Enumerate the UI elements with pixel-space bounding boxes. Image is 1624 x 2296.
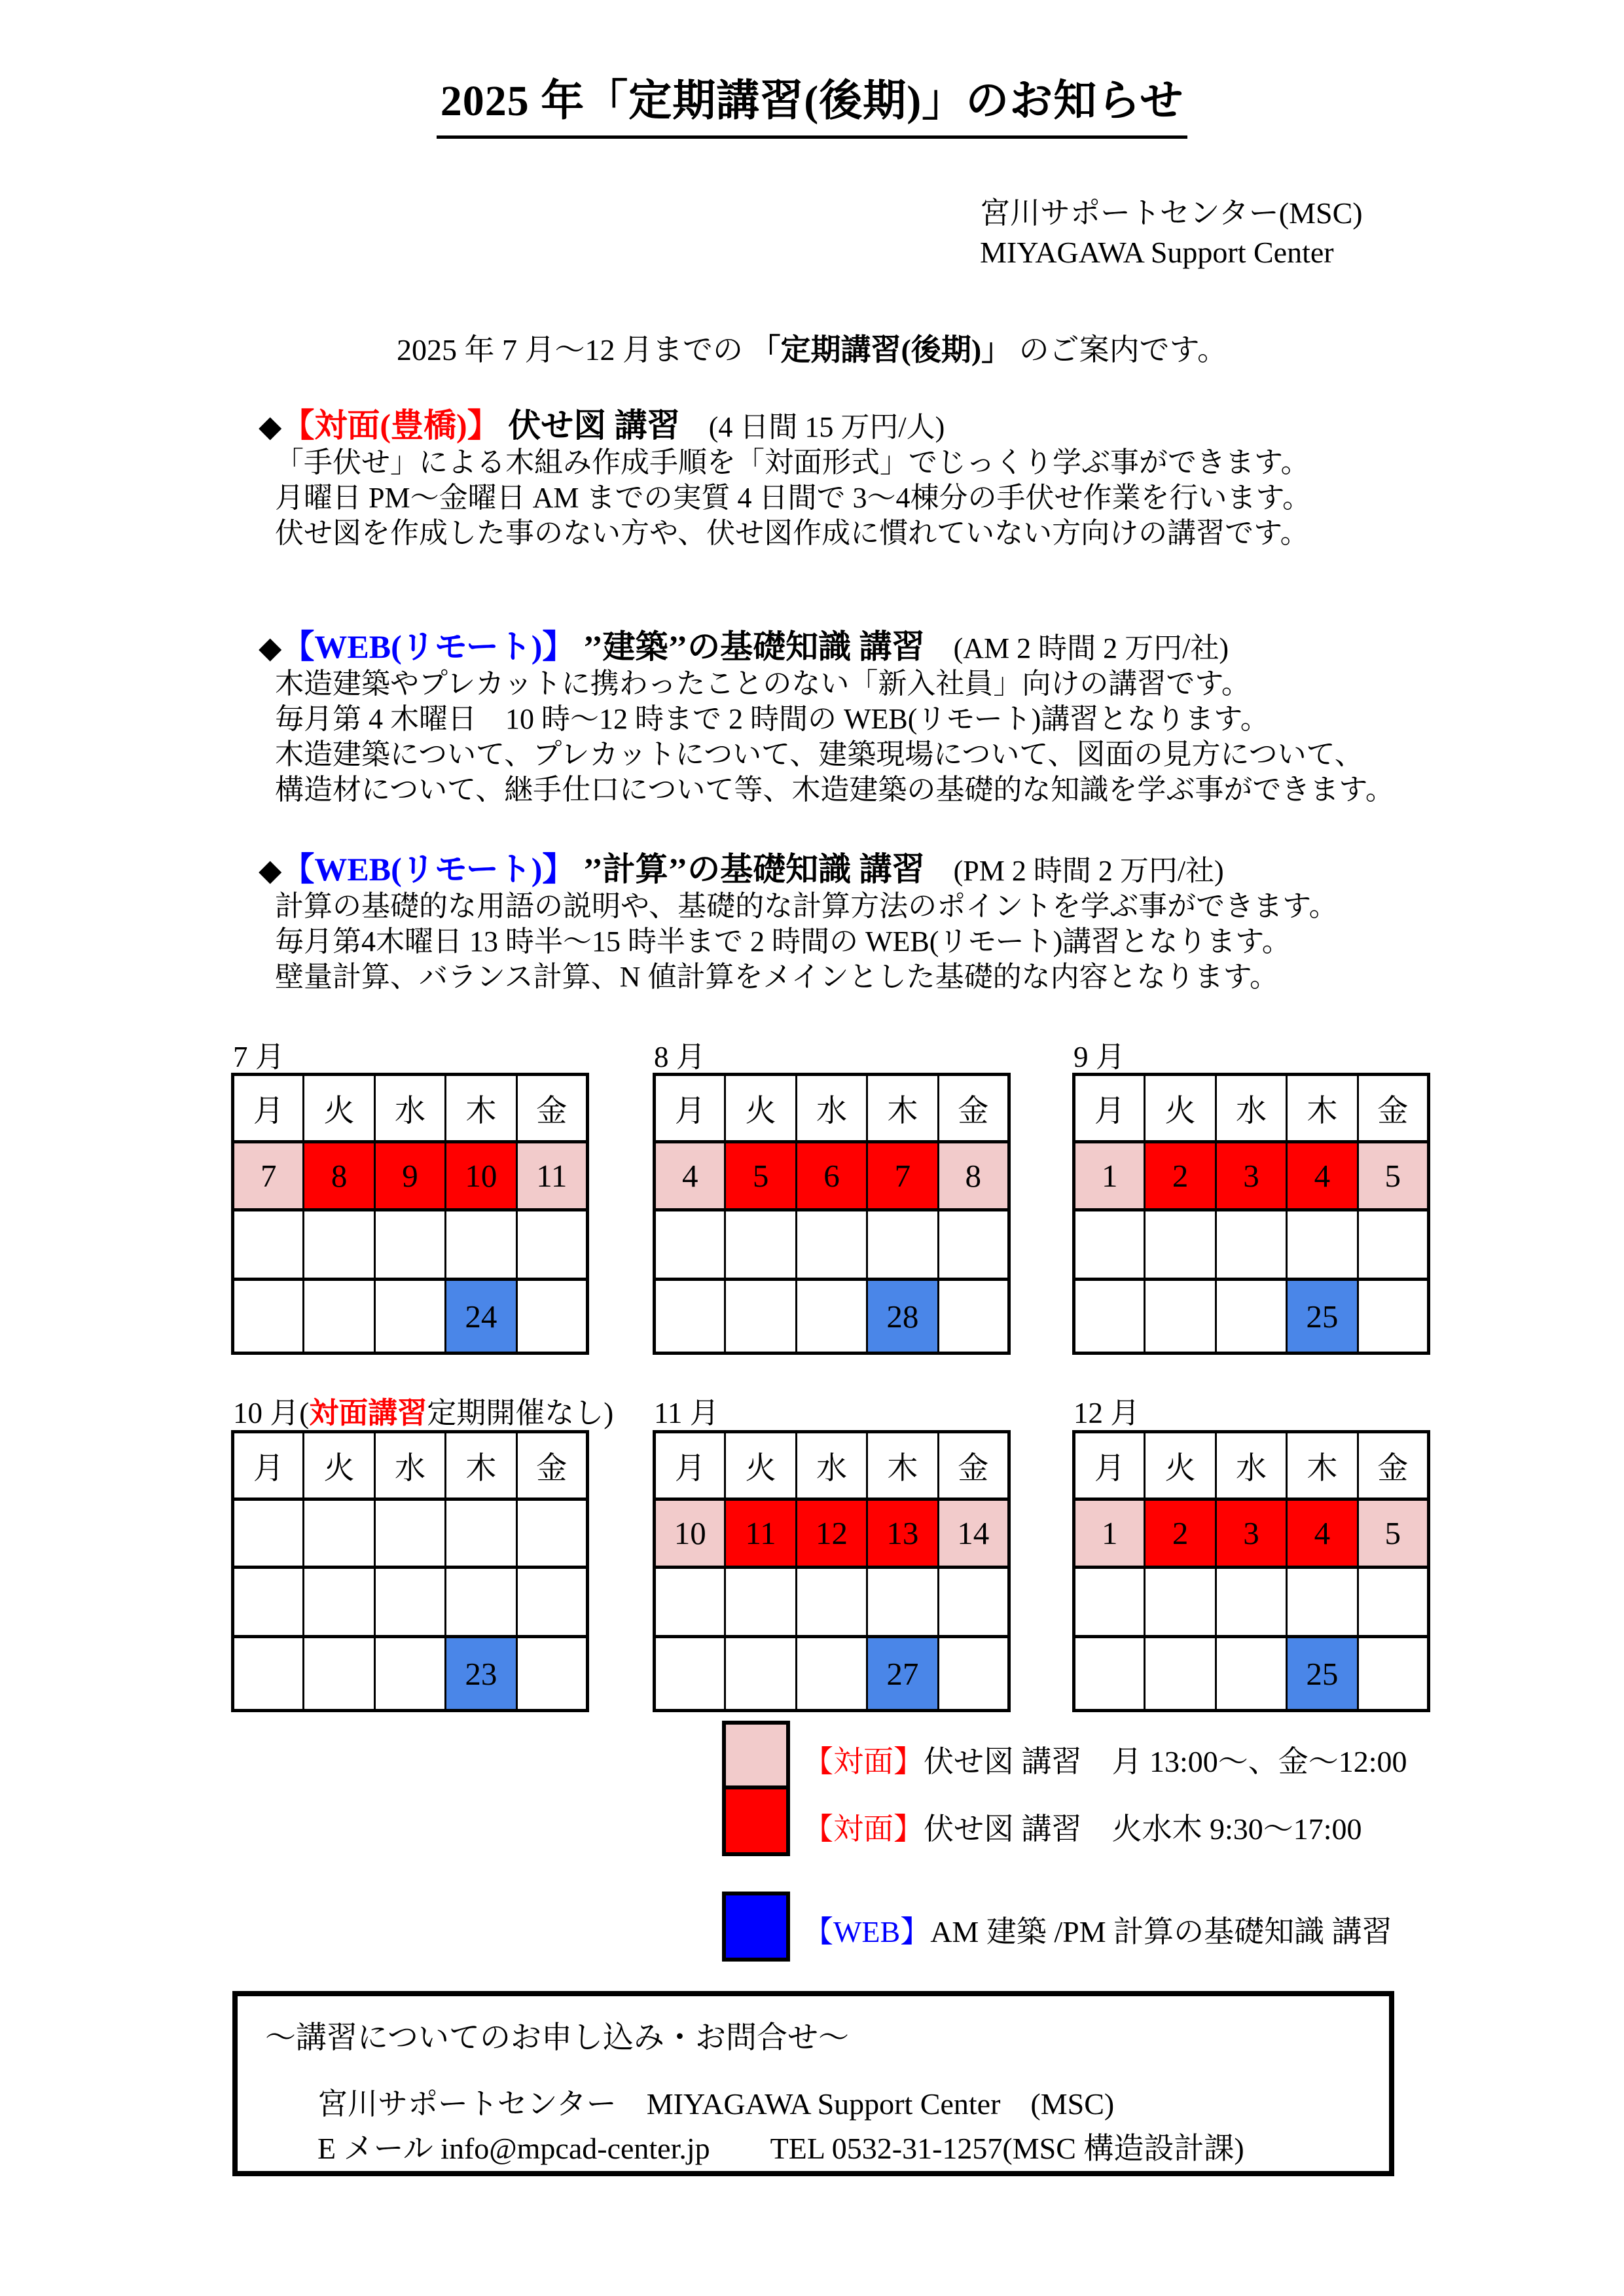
weekday-header: 水 (1216, 1432, 1286, 1499)
calendar-day-24: 24 (446, 1280, 516, 1354)
weekday-header: 月 (233, 1432, 304, 1499)
calendar-empty-cell (938, 1280, 1009, 1354)
calendar-empty-cell (1145, 1210, 1216, 1280)
section-web-keisan-body (275, 889, 1338, 995)
weekday-header: 火 (304, 1432, 374, 1499)
calendar-day-23: 23 (446, 1637, 516, 1711)
page-title: 2025 年「定期講習(後期)」のお知らせ (437, 65, 1187, 139)
weekday-header: 金 (1358, 1075, 1428, 1142)
body-line: 計算の基礎的な用語の説明や、基礎的な計算方法のポイントを学ぶ事ができます。 (275, 890, 1338, 922)
calendar-day-25: 25 (1287, 1280, 1358, 1354)
section-taimen-tag: 【対面(豊橋)】 (281, 407, 500, 444)
legend-line-red (803, 1805, 1362, 1848)
calendar-empty-cell (725, 1637, 796, 1711)
legend-text: 伏せ図 講習 火水木 9:30～17:00 (924, 1812, 1362, 1846)
calendar-day-27: 27 (867, 1637, 938, 1711)
weekday-header: 金 (1358, 1432, 1428, 1499)
weekday-header: 木 (1287, 1075, 1358, 1142)
calendar-empty-cell (655, 1637, 725, 1711)
month-label-text: 9 月 (1074, 1041, 1125, 1073)
calendar-september (1072, 1073, 1430, 1355)
weekday-header: 木 (867, 1432, 938, 1499)
legend-tag: 【対面】 (803, 1812, 924, 1846)
calendar-empty-cell (938, 1637, 1009, 1711)
weekday-header: 水 (1216, 1075, 1286, 1142)
calendar-day-8: 8 (938, 1142, 1009, 1210)
legend-tag: 【WEB】 (803, 1915, 931, 1948)
month-label-december (1074, 1389, 1140, 1431)
month-label-october (233, 1389, 613, 1431)
calendar-empty-cell (1074, 1280, 1145, 1354)
calendar-empty-cell (1145, 1280, 1216, 1354)
calendar-day-4: 4 (655, 1142, 725, 1210)
calendar-day-3: 3 (1216, 1142, 1286, 1210)
calendar-day-14: 14 (938, 1499, 1009, 1568)
calendar-day-5: 5 (1358, 1142, 1428, 1210)
calendar-table (1072, 1073, 1430, 1355)
calendar-day-28: 28 (867, 1280, 938, 1354)
calendar-empty-cell (655, 1568, 725, 1637)
calendar-day-2: 2 (1145, 1142, 1216, 1210)
section-web-kenchiku-title: ’’建築’’の基礎知識 講習 (575, 628, 925, 665)
calendar-day-5: 5 (1358, 1499, 1428, 1568)
intro-pre: 2025 年 7 月～12 月までの (397, 333, 751, 367)
body-line: 毎月第4木曜日 13 時半～15 時半まで 2 時間の WEB(リモート)講習となります。 (275, 925, 1291, 958)
calendar-day-11: 11 (516, 1142, 587, 1210)
section-taimen-title: 伏せ図 講習 (499, 407, 680, 444)
calendar-empty-cell (1074, 1210, 1145, 1280)
legend-tag: 【対面】 (803, 1745, 924, 1778)
calendar-empty-cell (655, 1280, 725, 1354)
weekday-header: 木 (446, 1432, 516, 1499)
calendar-empty-cell (938, 1210, 1009, 1280)
calendar-empty-cell (1358, 1210, 1428, 1280)
calendar-empty-cell (1216, 1568, 1286, 1637)
calendar-table (231, 1073, 589, 1355)
calendar-empty-cell (1216, 1280, 1286, 1354)
company-name-en: MIYAGAWA Support Center (980, 236, 1334, 269)
calendar-empty-cell (1074, 1568, 1145, 1637)
weekday-header: 火 (725, 1075, 796, 1142)
calendar-day-4: 4 (1287, 1142, 1358, 1210)
calendar-empty-cell (304, 1280, 374, 1354)
company-name-jp: 宮川サポートセンター(MSC) (980, 196, 1363, 230)
calendar-empty-cell (1145, 1568, 1216, 1637)
weekday-header: 火 (304, 1075, 374, 1142)
calendar-empty-cell (446, 1568, 516, 1637)
calendar-empty-cell (446, 1499, 516, 1568)
body-line: 構造材について、継手仕口について等、木造建築の基礎的な知識を学ぶ事ができます。 (275, 774, 1394, 806)
calendar-empty-cell (796, 1280, 867, 1354)
legend-swatch-red (722, 1787, 790, 1856)
section-web-kenchiku-price: (AM 2 時間 2 万円/社) (924, 632, 1229, 664)
calendar-empty-cell (374, 1280, 445, 1354)
body-line: 壁量計算、バランス計算、N 値計算をメインとした基礎的な内容となります。 (275, 961, 1279, 993)
calendar-day-10: 10 (655, 1499, 725, 1568)
weekday-header: 金 (938, 1432, 1009, 1499)
month-label-november (654, 1389, 719, 1431)
calendar-empty-cell (796, 1637, 867, 1711)
calendar-october (231, 1430, 589, 1712)
weekday-header: 月 (655, 1075, 725, 1142)
calendar-day-6: 6 (796, 1142, 867, 1210)
calendar-day-12: 12 (796, 1499, 867, 1568)
calendar-empty-cell (1287, 1568, 1358, 1637)
contact-company-line: 宮川サポートセンター MIYAGAWA Support Center (MSC) (317, 2087, 1115, 2121)
intro-bold: 「定期講習(後期)」 (750, 333, 1012, 367)
body-line: 月曜日 PM～金曜日 AM までの実質 4 日間で 3～4棟分の手伏せ作業を行います。 (275, 482, 1311, 514)
calendar-empty-cell (655, 1210, 725, 1280)
calendar-empty-cell (516, 1637, 587, 1711)
month-label-text: 12 月 (1074, 1397, 1140, 1429)
weekday-header: 水 (374, 1075, 445, 1142)
calendar-empty-cell (725, 1568, 796, 1637)
diamond-bullet-icon: ◆ (259, 410, 282, 443)
section-web-keisan-tag: 【WEB(リモート)】 (281, 851, 575, 888)
legend-swatch-pink (722, 1721, 790, 1787)
calendar-day-7: 7 (233, 1142, 304, 1210)
calendar-day-13: 13 (867, 1499, 938, 1568)
calendar-empty-cell (516, 1280, 587, 1354)
section-web-keisan-header (259, 843, 1224, 890)
calendar-empty-cell (1358, 1568, 1428, 1637)
calendar-day-2: 2 (1145, 1499, 1216, 1568)
month-label-text: 7 月 (233, 1041, 285, 1073)
weekday-header: 火 (725, 1432, 796, 1499)
calendar-august (653, 1073, 1011, 1355)
weekday-header: 木 (867, 1075, 938, 1142)
calendar-empty-cell (1074, 1637, 1145, 1711)
calendar-empty-cell (1216, 1637, 1286, 1711)
weekday-header: 金 (516, 1432, 587, 1499)
calendar-empty-cell (233, 1280, 304, 1354)
calendar-day-9: 9 (374, 1142, 445, 1210)
calendar-empty-cell (233, 1499, 304, 1568)
contact-email-tel-line: E メール info@mpcad-center.jp TEL 0532-31-1257(MSC 構造設計課) (317, 2132, 1244, 2165)
calendar-july (231, 1073, 589, 1355)
weekday-header: 月 (1074, 1432, 1145, 1499)
calendar-table (653, 1073, 1011, 1355)
month-label-text: 定期開催なし) (427, 1397, 614, 1429)
calendar-empty-cell (446, 1210, 516, 1280)
calendar-empty-cell (516, 1499, 587, 1568)
weekday-header: 金 (938, 1075, 1009, 1142)
section-web-kenchiku-header (259, 620, 1229, 668)
body-line: 木造建築について、プレカットについて、建築現場について、図面の見方について、 (275, 738, 1363, 770)
calendar-empty-cell (374, 1568, 445, 1637)
calendar-empty-cell (1216, 1210, 1286, 1280)
legend-swatch-blue (722, 1892, 790, 1962)
calendar-empty-cell (1358, 1637, 1428, 1711)
calendar-empty-cell (233, 1637, 304, 1711)
weekday-header: 火 (1145, 1432, 1216, 1499)
calendar-empty-cell (796, 1568, 867, 1637)
section-web-kenchiku-body (275, 666, 1394, 808)
calendar-empty-cell (233, 1568, 304, 1637)
calendar-empty-cell (796, 1210, 867, 1280)
body-line: 木造建築やプレカットに携わったことのない「新入社員」向けの講習です。 (275, 668, 1250, 700)
calendar-day-3: 3 (1216, 1499, 1286, 1568)
diamond-bullet-icon: ◆ (259, 853, 282, 887)
calendar-empty-cell (374, 1210, 445, 1280)
calendar-empty-cell (867, 1210, 938, 1280)
calendar-table (1072, 1430, 1430, 1712)
legend-line-pink (803, 1738, 1407, 1781)
company-block (980, 194, 1363, 272)
calendar-empty-cell (516, 1568, 587, 1637)
calendar-table (653, 1430, 1011, 1712)
calendar-empty-cell (304, 1637, 374, 1711)
weekday-header: 月 (655, 1432, 725, 1499)
weekday-header: 金 (516, 1075, 587, 1142)
weekday-header: 水 (796, 1075, 867, 1142)
section-taimen-header (259, 399, 945, 446)
calendar-empty-cell (374, 1499, 445, 1568)
section-web-keisan-price: (PM 2 時間 2 万円/社) (924, 855, 1224, 887)
calendar-empty-cell (304, 1568, 374, 1637)
calendar-empty-cell (725, 1210, 796, 1280)
month-label-august (654, 1033, 706, 1075)
month-label-text: 11 月 (654, 1397, 719, 1429)
section-web-kenchiku-tag: 【WEB(リモート)】 (281, 628, 575, 665)
legend-line-blue (803, 1908, 1392, 1951)
legend-text: AM 建築 /PM 計算の基礎知識 講習 (930, 1915, 1392, 1948)
contact-box (232, 1991, 1394, 2176)
calendar-day-4: 4 (1287, 1499, 1358, 1568)
month-label-red: 対面講習 (309, 1397, 427, 1429)
calendar-empty-cell (304, 1210, 374, 1280)
diamond-bullet-icon: ◆ (259, 631, 282, 664)
calendar-empty-cell (233, 1210, 304, 1280)
body-line: 伏せ図を作成した事のない方や、伏せ図作成に慣れていない方向けの講習です。 (275, 517, 1309, 549)
intro-line (0, 326, 1624, 369)
legend-text: 伏せ図 講習 月 13:00～、金～12:00 (924, 1745, 1407, 1778)
weekday-header: 水 (374, 1432, 445, 1499)
calendar-empty-cell (374, 1637, 445, 1711)
month-label-september (1074, 1033, 1125, 1075)
calendar-day-11: 11 (725, 1499, 796, 1568)
calendar-day-1: 1 (1074, 1499, 1145, 1568)
weekday-header: 木 (1287, 1432, 1358, 1499)
calendar-empty-cell (516, 1210, 587, 1280)
calendar-day-8: 8 (304, 1142, 374, 1210)
calendar-empty-cell (867, 1568, 938, 1637)
weekday-header: 火 (1145, 1075, 1216, 1142)
calendar-november (653, 1430, 1011, 1712)
calendar-day-1: 1 (1074, 1142, 1145, 1210)
body-line: 「手伏せ」による木組み作成手順を「対面形式」でじっくり学ぶ事ができます。 (275, 446, 1310, 478)
weekday-header: 木 (446, 1075, 516, 1142)
calendar-day-10: 10 (446, 1142, 516, 1210)
title-row (0, 65, 1624, 139)
weekday-header: 月 (233, 1075, 304, 1142)
section-taimen-price: (4 日間 15 万円/人) (679, 411, 945, 443)
intro-post: のご案内です。 (1011, 333, 1227, 367)
calendar-day-7: 7 (867, 1142, 938, 1210)
calendar-empty-cell (1287, 1210, 1358, 1280)
month-label-july (233, 1033, 285, 1075)
month-label-text: 10 月( (233, 1397, 310, 1429)
body-line: 毎月第 4 木曜日 10 時～12 時まで 2 時間の WEB(リモート)講習となります。 (275, 703, 1269, 735)
calendar-empty-cell (1145, 1637, 1216, 1711)
calendar-day-25: 25 (1287, 1637, 1358, 1711)
calendar-table (231, 1430, 589, 1712)
calendar-day-5: 5 (725, 1142, 796, 1210)
weekday-header: 水 (796, 1432, 867, 1499)
calendar-december (1072, 1430, 1430, 1712)
section-web-keisan-title: ’’計算’’の基礎知識 講習 (575, 851, 925, 888)
calendar-empty-cell (938, 1568, 1009, 1637)
contact-heading: ～講習についてのお申し込み・お問合せ～ (265, 2021, 850, 2055)
month-label-text: 8 月 (654, 1041, 706, 1073)
calendar-empty-cell (725, 1280, 796, 1354)
weekday-header: 月 (1074, 1075, 1145, 1142)
section-taimen-body (275, 445, 1311, 551)
calendar-empty-cell (1358, 1280, 1428, 1354)
calendar-empty-cell (304, 1499, 374, 1568)
